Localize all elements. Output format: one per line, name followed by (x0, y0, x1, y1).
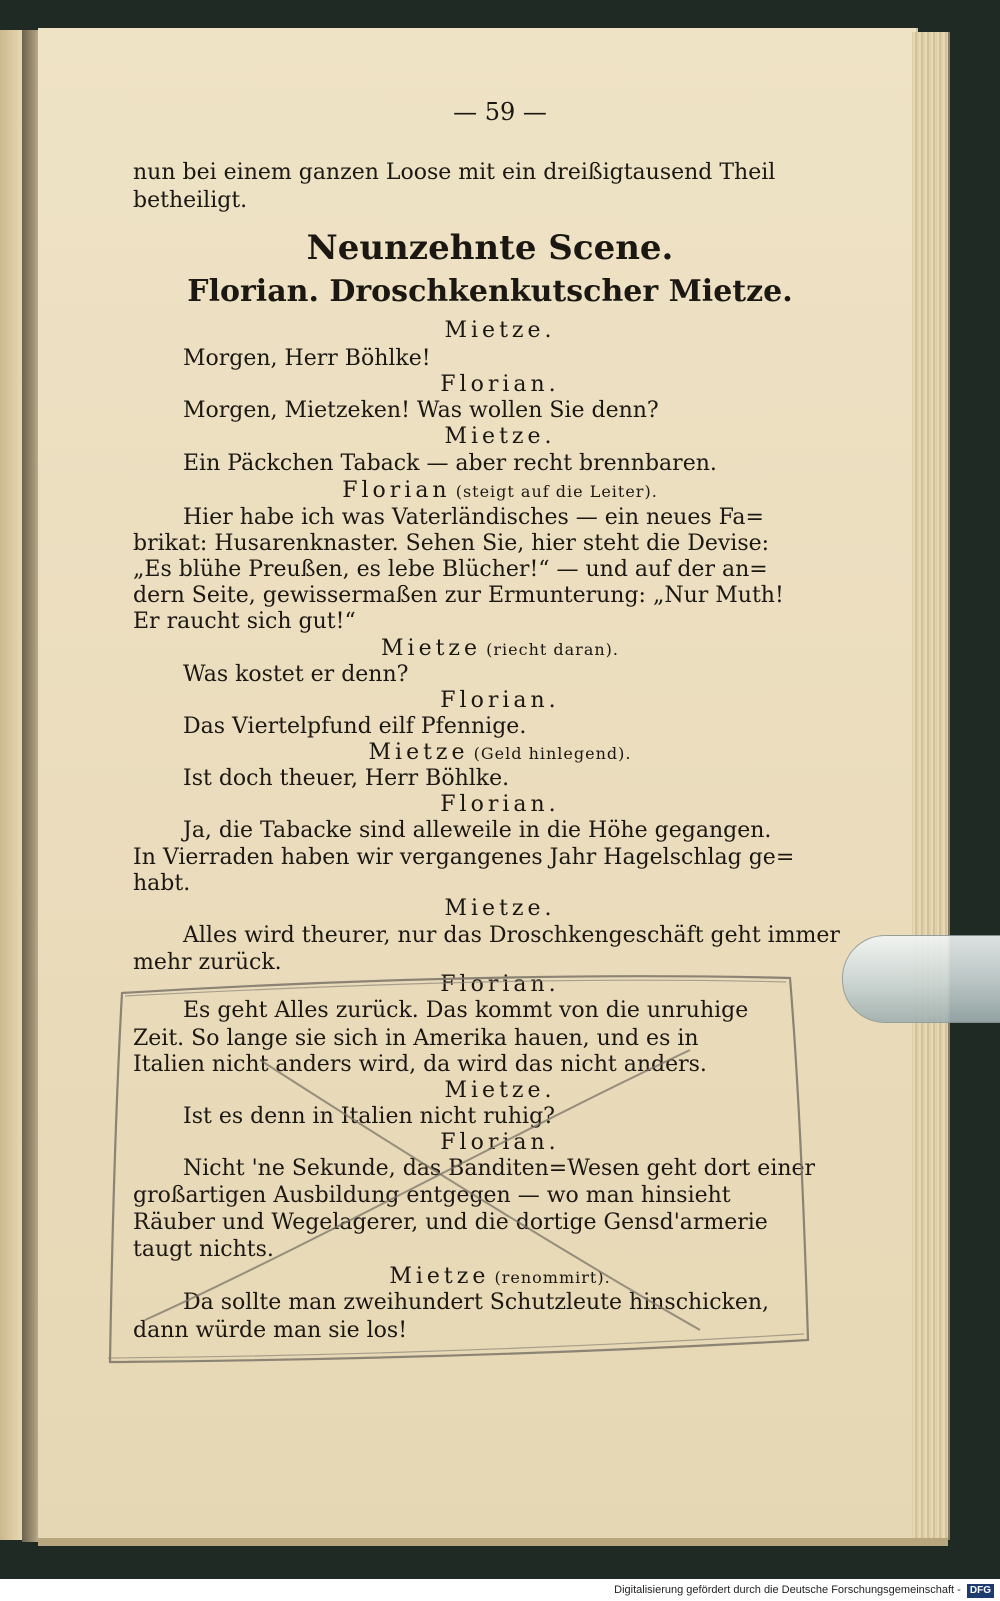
stage-direction: (renommirt). (494, 1268, 611, 1287)
dialogue-line: Morgen, Mietzeken! Was wollen Sie denn? (183, 398, 659, 423)
text-line (133, 160, 776, 185)
speaker-with-direction (0, 636, 1000, 661)
speaker-with-direction (0, 1264, 1000, 1289)
dialogue-line: Nicht 'ne Sekunde, das Banditen=Wesen geht dort einer (183, 1156, 816, 1181)
speaker-mietze: Mietze. (444, 318, 556, 343)
speaker-mietze: Mietze. (444, 896, 556, 921)
text-line: betheiligt. (133, 188, 248, 213)
dialogue-line: großartigen Ausbildung entgegen — wo man hinsieht (133, 1183, 731, 1208)
speaker-mietze: Mietze. (444, 424, 556, 449)
dialogue-line: taugt nichts. (133, 1237, 274, 1262)
page-clip (842, 935, 1000, 1023)
digitization-footer (0, 1579, 1000, 1601)
dialogue-line: Das Viertelpfund eilf Pfennige. (183, 714, 527, 739)
text-line-content: nun bei einem ganzen Loose mit ein dreißigtausend Theil (133, 160, 776, 185)
dialogue-line: Hier habe ich was Vaterländisches — ein neues Fa= (183, 505, 764, 530)
dialogue-line: Räuber und Wegelagerer, und die dortige Gensd'armerie (133, 1210, 768, 1235)
stage-direction: (Geld hinlegend). (473, 744, 632, 763)
dialogue-line: Ein Päckchen Taback — aber recht brennbaren. (183, 451, 717, 476)
speaker-mietze: Mietze (368, 740, 469, 765)
speaker-florian: Florian. (440, 792, 560, 817)
dialogue-line: Ist es denn in Italien nicht ruhig? (183, 1104, 555, 1129)
speaker-florian: Florian. (440, 1130, 560, 1155)
dialogue-line: dann würde man sie los! (133, 1318, 408, 1343)
dfg-logo: DFG (967, 1584, 994, 1598)
speaker-florian: Florian. (440, 372, 560, 397)
dialogue-line: dern Seite, gewissermaßen zur Ermunterung: „Nur Muth! (133, 583, 784, 608)
speaker-florian: Florian (342, 478, 451, 503)
speaker-florian: Florian. (440, 688, 560, 713)
footer-credit: Digitalisierung gefördert durch die Deutsche Forschungsgemeinschaft - (614, 1584, 961, 1596)
dialogue-line: Er raucht sich gut!“ (133, 609, 356, 634)
dialogue-line: habt. (133, 871, 191, 896)
dialogue-line: Morgen, Herr Böhlke! (183, 346, 431, 371)
dialogue-line: Ist doch theuer, Herr Böhlke. (183, 766, 510, 791)
speaker-florian: Florian. (440, 972, 560, 997)
dialogue-line: Italien nicht anders wird, da wird das nicht anders. (133, 1052, 707, 1077)
page-number: — 59 — (453, 98, 547, 126)
speaker-mietze: Mietze (389, 1264, 490, 1289)
dialogue-line: „Es blühe Preußen, es lebe Blücher!“ — und auf der an= (133, 557, 768, 582)
page-bottom-edge (38, 1538, 948, 1546)
dialogue-line: In Vierraden haben wir vergangenes Jahr Hagelschlag ge= (133, 845, 795, 870)
stage-direction: (riecht daran). (486, 640, 619, 659)
speaker-mietze: Mietze (381, 636, 482, 661)
speaker-with-direction (0, 740, 1000, 765)
dialogue-line: Da sollte man zweihundert Schutzleute hinschicken, (183, 1290, 770, 1315)
dialogue-line: mehr zurück. (133, 950, 282, 975)
dialogue-line: brikat: Husarenknaster. Sehen Sie, hier steht die Devise: (133, 531, 770, 556)
scene-title: Neunzehnte Scene. (306, 228, 674, 268)
dialogue-line: Es geht Alles zurück. Das kommt von die unruhige (183, 998, 749, 1023)
dialogue-line: Ja, die Tabacke sind alleweile in die Höhe gegangen. (183, 818, 772, 843)
speaker-with-direction (0, 478, 1000, 503)
dialogue-line: Zeit. So lange sie sich in Amerika hauen, und es in (133, 1026, 699, 1051)
stage-direction: (steigt auf die Leiter). (455, 482, 658, 501)
scene-characters: Florian. Droschkenkutscher Mietze. (187, 274, 793, 309)
dialogue-line: Alles wird theurer, nur das Droschkengeschäft geht immer (183, 923, 840, 948)
dialogue-line: Was kostet er denn? (183, 662, 409, 687)
speaker-mietze: Mietze. (444, 1078, 556, 1103)
